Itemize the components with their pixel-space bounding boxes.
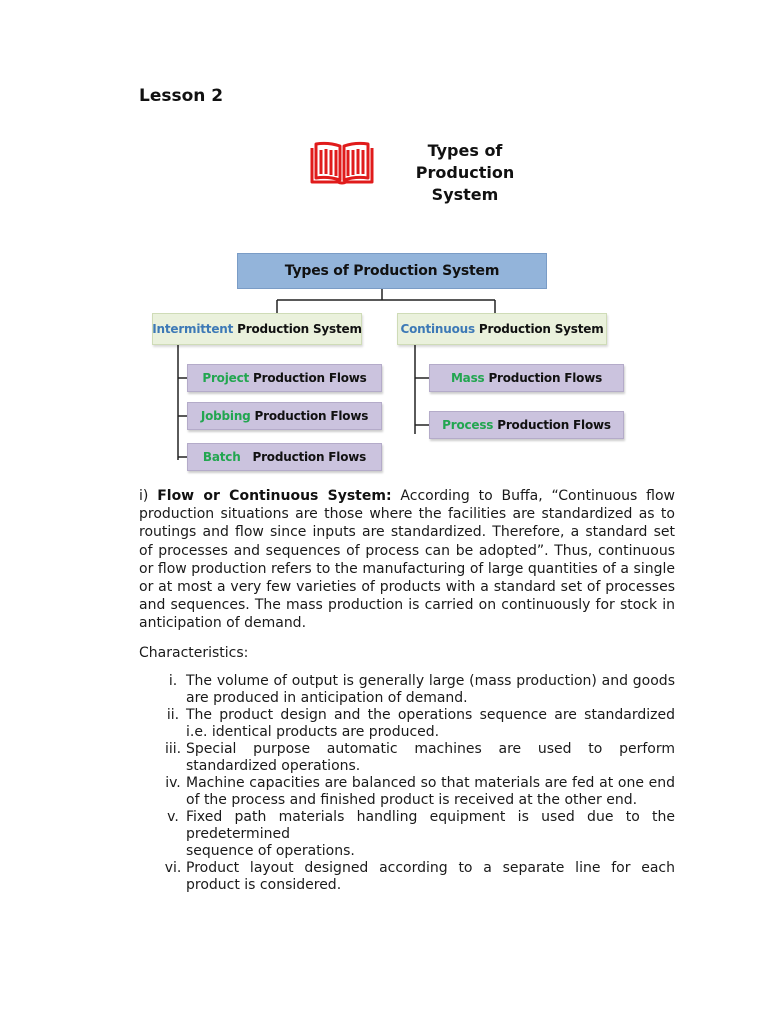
process-suffix: Production Flows <box>493 418 611 432</box>
list-item-text: Product layout designed according to a separate line for each product is considered. <box>186 860 675 893</box>
process-prefix: Process <box>442 418 494 432</box>
section-body: According to Buffa, “Continuous flow production situations are those where the facilities are standardized as to routings and flow since inputs are standardized. Therefore, a standard set of processes and sequences of process can be adopted”. Thus, continuous or flow production refers to the manufacturing of large quantities of a single or at most a very few varieties of products with a standard set of processes and sequences. The mass production is carried on continuously for stock in anticipation of demand. <box>139 488 675 632</box>
list-item-text: The volume of output is generally large (mass production) and goods are produced in anticipation of demand. <box>186 673 675 706</box>
mass-flows-node <box>429 364 624 392</box>
continuous-prefix: Continuous <box>400 322 475 336</box>
list-item-number: iv. <box>165 775 181 791</box>
continuous-suffix: Production System <box>474 322 604 336</box>
section-prefix: i) <box>139 488 158 504</box>
list-item-number: iii. <box>164 741 182 757</box>
lesson-label: Lesson 2 <box>139 86 224 106</box>
process-flows-node <box>429 411 624 439</box>
section-heading: Flow or Continuous System <box>157 488 386 504</box>
lesson-header <box>308 138 568 204</box>
list-item <box>139 809 675 860</box>
list-item <box>139 741 675 775</box>
continuous-system-node <box>397 313 607 345</box>
header-title-line2: Production System <box>415 163 515 204</box>
list-item-number: i. <box>168 673 178 689</box>
intermittent-prefix: Intermittent <box>152 322 234 336</box>
jobbing-flows-node <box>187 402 382 430</box>
list-item <box>139 673 675 707</box>
jobbing-suffix: Production Flows <box>250 409 369 423</box>
list-item-text: Machine capacities are balanced so that materials are fed at one end of the process and finished product is received at the other end. <box>186 775 675 808</box>
list-item <box>139 707 675 741</box>
list-item-text: The product design and the operations sequence are standardized i.e. identical products are produced. <box>186 707 675 740</box>
section-colon: : <box>385 488 392 504</box>
list-item <box>139 860 675 894</box>
intermittent-system-node <box>152 313 362 345</box>
section-paragraph <box>139 487 675 633</box>
batch-suffix: Production Flows <box>240 450 367 464</box>
list-item-number: v. <box>167 809 179 825</box>
diagram-root-node: Types of Production System <box>237 253 547 289</box>
list-item-number: vi. <box>164 860 182 876</box>
batch-flows-node <box>187 443 382 471</box>
book-icon <box>308 140 376 188</box>
list-item <box>139 775 675 809</box>
header-title-line1: Types of <box>427 141 503 160</box>
header-title <box>380 140 550 206</box>
project-prefix: Project <box>202 371 250 385</box>
batch-prefix: Batch <box>202 450 241 464</box>
production-system-diagram <box>150 250 630 480</box>
characteristics-label: Characteristics: <box>139 645 249 661</box>
jobbing-prefix: Jobbing <box>200 409 251 423</box>
project-suffix: Production Flows <box>249 371 367 385</box>
intermittent-suffix: Production System <box>233 322 362 336</box>
mass-prefix: Mass <box>450 371 485 385</box>
list-item-number: ii. <box>166 707 180 723</box>
list-item-text: Special purpose automatic machines are used to perform standardized operations. <box>186 741 675 774</box>
list-item-text-continued: sequence of operations. <box>186 843 355 859</box>
characteristics-list <box>139 673 675 894</box>
project-flows-node <box>187 364 382 392</box>
list-item-text: Fixed path materials handling equipment is used due to the predetermined <box>186 809 675 842</box>
mass-suffix: Production Flows <box>484 371 603 385</box>
